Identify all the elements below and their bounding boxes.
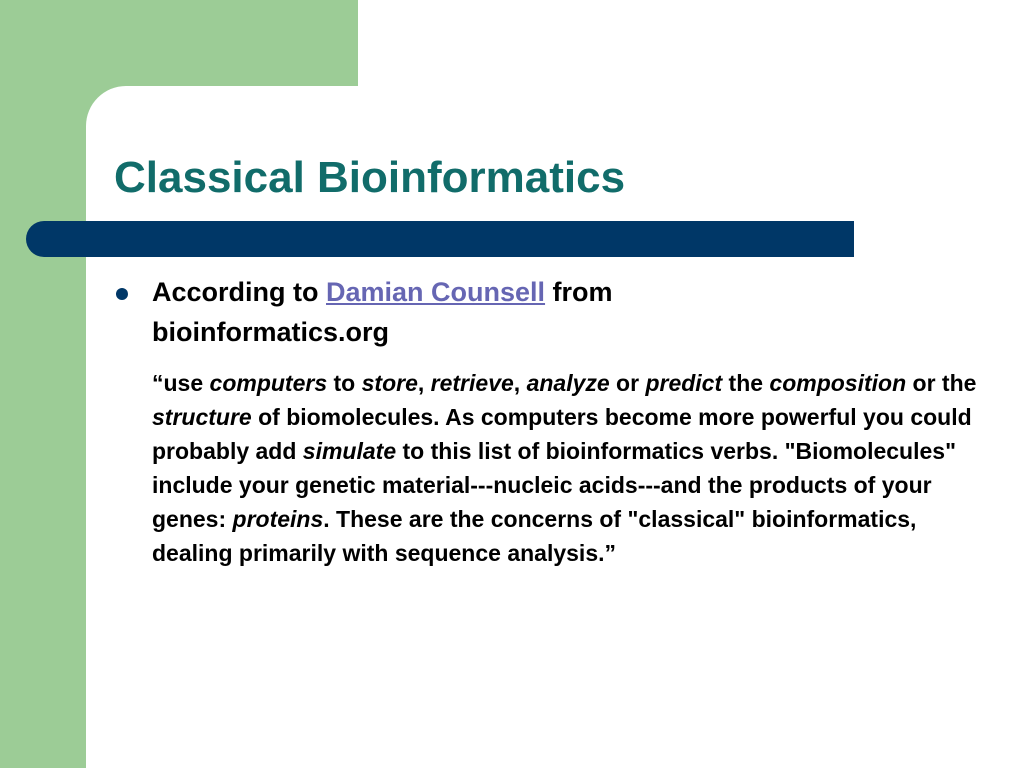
title-underline-bar [26, 221, 854, 257]
bullet-lead: According to [152, 277, 326, 307]
quote-emphasis: structure [152, 404, 252, 430]
quote-part: or [609, 370, 646, 396]
quote-part: to this list of bioinformatics verbs. "Biomolecules" include your genetic material---nucleic acids---and the products of your genes: [152, 438, 956, 532]
damian-counsell-link[interactable]: Damian Counsell [326, 277, 546, 307]
quote-emphasis: simulate [302, 438, 397, 464]
quote-part: or the [906, 370, 977, 396]
quote-emphasis: store [361, 370, 418, 396]
quote-part: the [722, 370, 770, 396]
bullet-text [152, 272, 852, 352]
quote-emphasis: proteins [232, 506, 324, 532]
slide-title: Classical Bioinformatics [114, 153, 626, 202]
quote-part: , [513, 370, 527, 396]
quote-emphasis: computers [209, 370, 328, 396]
quote-part: to [327, 370, 362, 396]
quote-part: of biomolecules. As computers become more powerful you could probably add [152, 404, 972, 464]
quote-emphasis: analyze [526, 370, 610, 396]
quote-emphasis: retrieve [430, 370, 514, 396]
bullet-tail: from bioinformatics.org [152, 277, 613, 347]
quote-part: “use [152, 370, 210, 396]
quote-emphasis: predict [645, 370, 723, 396]
quote-paragraph [152, 366, 1002, 570]
quote-emphasis: composition [769, 370, 907, 396]
bullet-dot-icon [116, 288, 128, 300]
quote-part: , [417, 370, 431, 396]
quote-part: . These are the concerns of "classical" bioinformatics, dealing primarily with sequence analysis.” [152, 506, 917, 566]
